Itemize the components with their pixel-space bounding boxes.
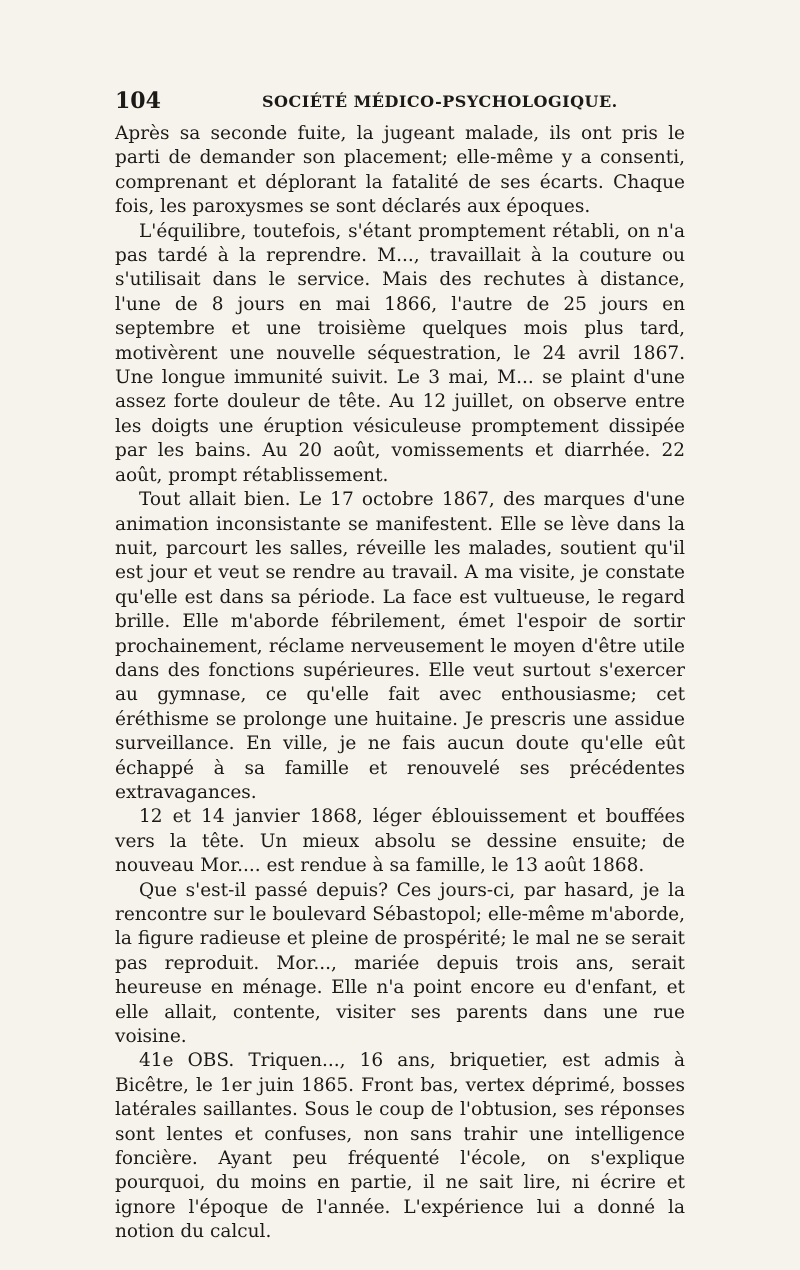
body-text — [115, 122, 685, 1245]
paragraph: 41e OBS. Triquen..., 16 ans, briquetier, est admis à Bicêtre, le 1er juin 1865. Front bas, vertex déprimé, bosses latérales saillantes. Sous le coup de l'obtusion, ses réponses sont lentes et confuses, non sans trahir une intelligence foncière. Ayant peu fréquenté l'école, on s'explique pourquoi, du moins en partie, il ne sait lire, ni écrire et ignore l'époque de l'année. L'expérience lui a donné la notion du calcul. — [115, 1050, 685, 1243]
paragraph: Tout allait bien. Le 17 octobre 1867, des marques d'une animation inconsistante se manifestent. Elle se lève dans la nuit, parcourt les salles, réveille les malades, soutient qu'il est jour et veut se rendre au travail. A ma visite, je constate qu'elle est dans sa période. La face est vultueuse, le regard brille. Elle m'aborde fébrilement, émet l'espoir de sortir prochainement, réclame nerveusement le moyen d'être utile dans des fonctions supérieures. Elle veut surtout s'exercer au gymnase, ce qu'elle fait avec enthousiasme; cet éréthisme se prolonge une huitaine. Je prescris une assidue surveillance. En ville, je ne fais aucun doute qu'elle eût échappé à sa famille et renouvelé ses précédentes extravagances. — [115, 489, 685, 803]
paragraph: L'équilibre, toutefois, s'étant promptement rétabli, on n'a pas tardé à la reprendre. M..., travaillait à la couture ou s'utilisait dans le service. Mais des rechutes à distance, l'une de 8 jours en mai 1866, l'autre de 25 jours en septembre et une troisième quelques mois plus tard, motivèrent une nouvelle séquestration, le 24 avril 1867. Une longue immunité suivit. Le 3 mai, M... se plaint d'une assez forte douleur de tête. Au 12 juillet, on observe entre les doigts une éruption vésiculeuse promptement dissipée par les bains. Au 20 août, vomissements et diarrhée. 22 août, prompt rétablissement. — [115, 220, 685, 486]
paragraph: Après sa seconde fuite, la jugeant malade, ils ont pris le parti de demander son placement; elle-même y a consenti, comprenant et déplorant la fatalité de ses écarts. Chaque fois, les paroxysmes se sont déclarés aux époques. — [115, 123, 685, 218]
page-number: 104 — [115, 88, 161, 114]
page-header — [115, 88, 685, 118]
paragraph: Que s'est-il passé depuis? Ces jours-ci, par hasard, je la rencontre sur le boulevard Sébastopol; elle-même m'aborde, la figure radieuse et pleine de prospérité; le mal ne se serait pas reproduit. Mor..., mariée depuis trois ans, serait heureuse en ménage. Elle n'a point encore eu d'enfant, et elle allait, contente, visiter ses parents dans une rue voisine. — [115, 879, 685, 1048]
running-head: SOCIÉTÉ MÉDICO-PSYCHOLOGIQUE. — [262, 92, 618, 111]
paragraph: 12 et 14 janvier 1868, léger éblouissement et bouffées vers la tête. Un mieux absolu se dessine ensuite; de nouveau Mor.... est rendue à sa famille, le 13 août 1868. — [115, 806, 685, 877]
